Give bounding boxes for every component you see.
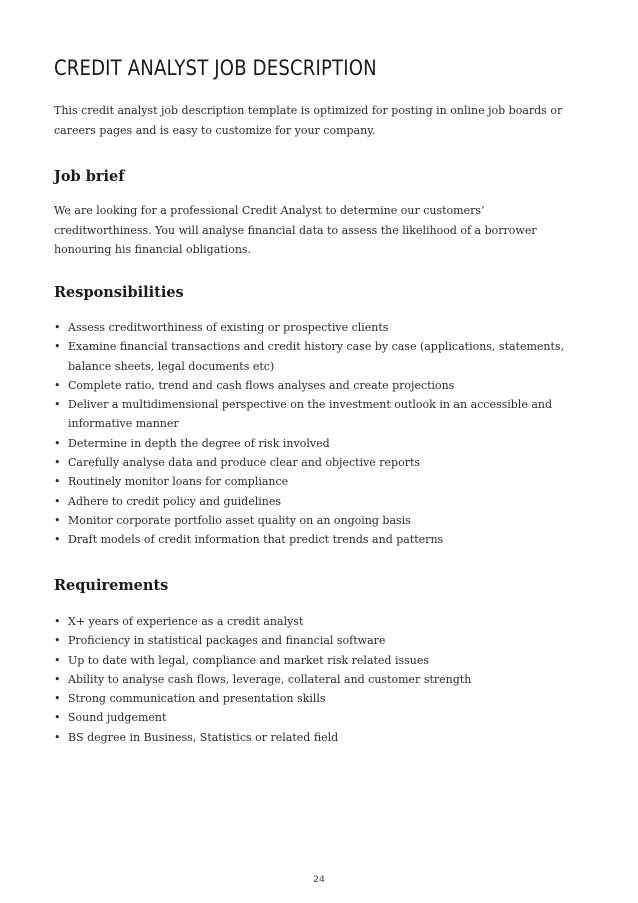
requirements-heading: Requirements [54,577,169,594]
list-item-text: X+ years of experience as a credit analyst [68,615,304,628]
list-item-text: Monitor corporate portfolio asset quality on an ongoing basis [68,513,411,527]
bullet-icon: • [54,730,61,744]
list-item [54,708,574,727]
list-item-text: Examine financial transactions and credit history case by case (applications, statements, balance sheets, legal documents etc) [68,340,565,373]
list-item-text: Up to date with legal, compliance and market risk related issues [68,653,430,667]
bullet-icon: • [54,321,61,334]
bullet-icon: • [54,533,61,547]
list-item-text: Determine in depth the degree of risk involved [68,436,330,450]
bullet-icon: • [54,513,61,527]
list-item [54,511,574,530]
intro-paragraph: This credit analyst job description template is optimized for posting in online job boards or careers pages and is easy to customize for your company. [54,104,563,137]
list-item-text: Draft models of credit information that predict trends and patterns [68,533,444,547]
bullet-icon: • [54,494,61,508]
list-item [54,670,574,689]
list-item [54,318,574,337]
list-item [54,395,574,434]
bullet-icon: • [54,475,61,489]
page-title: CREDIT ANALYST JOB DESCRIPTION [54,56,377,80]
list-item-text: Strong communication and presentation skills [68,692,326,706]
responsibilities-heading: Responsibilities [54,284,184,301]
job-brief-paragraph: We are looking for a professional Credit Analyst to determine our customers’ creditworthiness. You will analyse financial data to assess the likelihood of a borrower honouring his financial obligations. [54,204,537,256]
list-item-text: Sound judgement [68,711,167,725]
list-item [54,434,574,453]
list-item [54,453,574,472]
requirements-list [54,612,574,747]
list-item-text: Carefully analyse data and produce clear and objective reports [68,456,421,470]
list-item-text: Deliver a multidimensional perspective on the investment outlook in an accessible and informative manner [68,398,553,431]
list-item-text: Routinely monitor loans for compliance [68,475,289,489]
list-item [54,337,574,376]
bullet-icon: • [54,456,61,470]
list-item-text: Adhere to credit policy and guidelines [68,494,282,508]
page-number: 24 [313,875,325,885]
list-item-text: Proficiency in statistical packages and financial software [68,634,386,648]
list-item [54,492,574,511]
list-item-text: Complete ratio, trend and cash flows analyses and create projections [68,378,455,392]
list-item [54,472,574,491]
list-item [54,651,574,670]
bullet-icon: • [54,711,61,725]
list-item [54,376,574,395]
bullet-icon: • [54,672,61,686]
bullet-icon: • [54,340,61,354]
list-item [54,689,574,708]
bullet-icon: • [54,378,61,392]
bullet-icon: • [54,398,61,412]
list-item-text: Ability to analyse cash flows, leverage, collateral and customer strength [68,672,472,686]
bullet-icon: • [54,634,61,648]
responsibilities-list [54,318,574,550]
bullet-icon: • [54,692,61,706]
list-item [54,631,574,650]
bullet-icon: • [54,653,61,667]
list-item [54,728,574,747]
list-item-text: Assess creditworthiness of existing or prospective clients [68,321,389,334]
list-item [54,530,574,549]
list-item [54,612,574,631]
bullet-icon: • [54,615,61,628]
bullet-icon: • [54,436,61,450]
job-brief-heading: Job brief [54,168,125,185]
list-item-text: BS degree in Business, Statistics or related field [68,730,339,744]
